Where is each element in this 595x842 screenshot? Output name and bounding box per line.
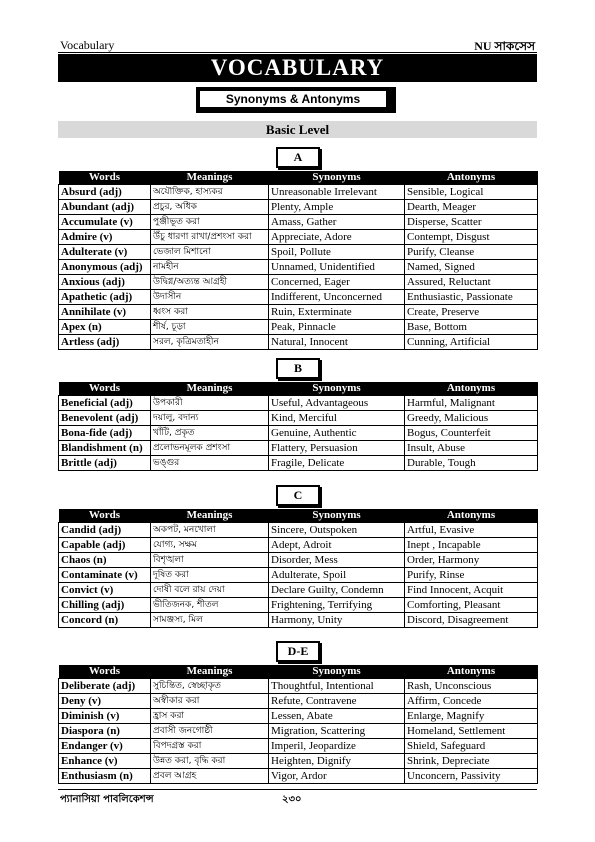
vocab-synonyms: Imperil, Jeopardize [269,739,405,754]
vocab-antonyms: Assured, Reluctant [405,275,538,290]
col-header-antonyms: Antonyms [405,665,538,679]
vocab-word: Brittle (adj) [59,456,151,471]
col-header-synonyms: Synonyms [269,665,405,679]
vocab-synonyms: Natural, Innocent [269,335,405,350]
table-row [59,568,538,583]
header-divider [58,52,537,53]
vocab-meaning: দয়ালু, বদান্য [151,411,269,426]
col-header-antonyms: Antonyms [405,171,538,185]
table-row [59,523,538,538]
col-header-meanings: Meanings [151,382,269,396]
vocab-antonyms: Purify, Cleanse [405,245,538,260]
vocab-meaning: নামহীন [151,260,269,275]
vocab-word: Artless (adj) [59,335,151,350]
level-heading: Basic Level [58,121,537,138]
vocab-synonyms: Flattery, Persuasion [269,441,405,456]
vocab-antonyms: Rash, Unconscious [405,679,538,694]
col-header-synonyms: Synonyms [269,171,405,185]
vocab-antonyms: Dearth, Meager [405,200,538,215]
vocab-word: Absurd (adj) [59,185,151,200]
table-row [59,185,538,200]
vocab-synonyms: Kind, Merciful [269,411,405,426]
table-row [59,320,538,335]
vocab-word: Apathetic (adj) [59,290,151,305]
section-de-table [58,665,538,784]
vocab-meaning: উদাসীন [151,290,269,305]
table-row [59,215,538,230]
table-row [59,739,538,754]
vocab-word: Apex (n) [59,320,151,335]
vocab-word: Enthusiasm (n) [59,769,151,784]
vocab-meaning: অযৌক্তিক, হাস্যকর [151,185,269,200]
col-header-words: Words [59,171,151,185]
vocab-antonyms: Find Innocent, Acquit [405,583,538,598]
vocab-word: Diaspora (n) [59,724,151,739]
table-row [59,754,538,769]
vocab-meaning: উদ্বিগ্ন/অত্যন্ত আগ্রহী [151,275,269,290]
vocab-synonyms: Peak, Pinnacle [269,320,405,335]
vocab-word: Endanger (v) [59,739,151,754]
vocab-word: Bona-fide (adj) [59,426,151,441]
vocab-antonyms: Named, Signed [405,260,538,275]
table-row [59,694,538,709]
footer-page-number: ২৩০ [282,794,302,805]
vocab-synonyms: Appreciate, Adore [269,230,405,245]
vocab-synonyms: Sincere, Outspoken [269,523,405,538]
vocab-meaning: বিশৃঙ্খলা [151,553,269,568]
vocab-meaning: দূষিত করা [151,568,269,583]
vocab-meaning: উন্নত করা, বৃদ্ধি করা [151,754,269,769]
vocab-antonyms: Inept , Incapable [405,538,538,553]
table-row [59,426,538,441]
vocab-word: Chaos (n) [59,553,151,568]
vocab-word: Beneficial (adj) [59,396,151,411]
table-row [59,613,538,628]
vocab-meaning: শীর্ষ, চূড়া [151,320,269,335]
table-row [59,679,538,694]
vocab-meaning: বিপদগ্রস্ত করা [151,739,269,754]
col-header-antonyms: Antonyms [405,382,538,396]
vocab-meaning: ভীতিজনক, শীতল [151,598,269,613]
vocab-synonyms: Amass, Gather [269,215,405,230]
table-row [59,769,538,784]
table-row [59,411,538,426]
vocab-synonyms: Ruin, Exterminate [269,305,405,320]
vocab-antonyms: Order, Harmony [405,553,538,568]
vocab-synonyms: Fragile, Delicate [269,456,405,471]
vocab-meaning: প্রবাসী জনগোষ্ঠী [151,724,269,739]
table-row [59,335,538,350]
vocab-antonyms: Homeland, Settlement [405,724,538,739]
vocab-word: Abundant (adj) [59,200,151,215]
vocab-meaning: ধ্বংস করা [151,305,269,320]
table-row [59,260,538,275]
vocab-word: Concord (n) [59,613,151,628]
vocab-meaning: ভঙ্গুর [151,456,269,471]
table-row [59,290,538,305]
col-header-antonyms: Antonyms [405,509,538,523]
table-row [59,305,538,320]
vocab-synonyms: Frightening, Terrifying [269,598,405,613]
table-row [59,245,538,260]
table-row [59,396,538,411]
vocab-synonyms: Migration, Scattering [269,724,405,739]
page-title: VOCABULARY [58,54,537,82]
vocab-word: Contaminate (v) [59,568,151,583]
table-row [59,538,538,553]
vocab-word: Capable (adj) [59,538,151,553]
vocab-word: Deny (v) [59,694,151,709]
table-row [59,598,538,613]
col-header-synonyms: Synonyms [269,382,405,396]
col-header-words: Words [59,509,151,523]
vocab-meaning: সুচিন্তিত, স্বেচ্ছাকৃত [151,679,269,694]
vocab-antonyms: Artful, Evasive [405,523,538,538]
vocab-meaning: অকপট, মনখোলা [151,523,269,538]
vocab-synonyms: Useful, Advantageous [269,396,405,411]
vocab-antonyms: Insult, Abuse [405,441,538,456]
vocab-synonyms: Genuine, Authentic [269,426,405,441]
col-header-synonyms: Synonyms [269,509,405,523]
vocab-synonyms: Disorder, Mess [269,553,405,568]
col-header-meanings: Meanings [151,171,269,185]
vocab-synonyms: Adulterate, Spoil [269,568,405,583]
vocab-antonyms: Durable, Tough [405,456,538,471]
vocab-antonyms: Discord, Disagreement [405,613,538,628]
section-b-table [58,382,538,471]
col-header-meanings: Meanings [151,509,269,523]
section-a-table [58,171,538,350]
vocab-synonyms: Plenty, Ample [269,200,405,215]
vocab-meaning: উপকারী [151,396,269,411]
vocab-antonyms: Shield, Safeguard [405,739,538,754]
vocab-antonyms: Enthusiastic, Passionate [405,290,538,305]
section-c-letter: C [276,485,320,506]
vocab-meaning: হ্রাস করা [151,709,269,724]
vocab-synonyms: Unreasonable Irrelevant [269,185,405,200]
vocab-antonyms: Bogus, Counterfeit [405,426,538,441]
vocab-antonyms: Contempt, Disgust [405,230,538,245]
vocab-meaning: প্রবল আগ্রহ [151,769,269,784]
vocab-synonyms: Vigor, Ardor [269,769,405,784]
vocab-synonyms: Declare Guilty, Condemn [269,583,405,598]
vocab-word: Blandishment (n) [59,441,151,456]
vocab-synonyms: Refute, Contravene [269,694,405,709]
table-row [59,709,538,724]
vocab-antonyms: Affirm, Concede [405,694,538,709]
vocab-antonyms: Disperse, Scatter [405,215,538,230]
vocab-synonyms: Unnamed, Unidentified [269,260,405,275]
vocab-synonyms: Harmony, Unity [269,613,405,628]
footer-publisher: প্যানাসিয়া পাবলিকেশন্স [60,794,154,805]
vocab-word: Adulterate (v) [59,245,151,260]
vocab-word: Chilling (adj) [59,598,151,613]
vocab-synonyms: Spoil, Pollute [269,245,405,260]
vocab-antonyms: Enlarge, Magnify [405,709,538,724]
vocab-meaning: সামঞ্জস্য, মিল [151,613,269,628]
vocab-antonyms: Unconcern, Passivity [405,769,538,784]
subtitle-box [196,87,396,113]
table-row [59,583,538,598]
table-row [59,200,538,215]
table-row [59,553,538,568]
vocab-synonyms: Adept, Adroit [269,538,405,553]
vocab-word: Anonymous (adj) [59,260,151,275]
section-de-letter: D-E [276,641,320,662]
vocab-synonyms: Concerned, Eager [269,275,405,290]
vocab-synonyms: Heighten, Dignify [269,754,405,769]
vocab-antonyms: Shrink, Depreciate [405,754,538,769]
vocab-meaning: প্রলোভনমূলক প্রশংসা [151,441,269,456]
vocab-antonyms: Greedy, Malicious [405,411,538,426]
vocab-meaning: অস্বীকার করা [151,694,269,709]
section-a-letter: A [276,147,320,168]
vocab-antonyms: Comforting, Pleasant [405,598,538,613]
table-row [59,230,538,245]
vocab-meaning: খাঁটি, প্রকৃত [151,426,269,441]
vocab-antonyms: Harmful, Malignant [405,396,538,411]
vocab-word: Anxious (adj) [59,275,151,290]
vocab-word: Benevolent (adj) [59,411,151,426]
col-header-words: Words [59,665,151,679]
vocab-word: Accumulate (v) [59,215,151,230]
vocab-synonyms: Indifferent, Unconcerned [269,290,405,305]
vocab-antonyms: Purify, Rinse [405,568,538,583]
vocab-meaning: উঁচু ধারণা রাখা/প্রশংসা করা [151,230,269,245]
table-row [59,724,538,739]
vocab-word: Admire (v) [59,230,151,245]
col-header-meanings: Meanings [151,665,269,679]
vocab-meaning: দোষী বলে রায় দেয়া [151,583,269,598]
header-right-text: NU সাকসেস [474,39,535,53]
vocab-meaning: সরল, কৃত্রিমতাহীন [151,335,269,350]
vocab-antonyms: Sensible, Logical [405,185,538,200]
vocab-synonyms: Lessen, Abate [269,709,405,724]
section-b-letter: B [276,358,320,379]
header-left-text: Vocabulary [60,38,115,52]
table-row [59,275,538,290]
subtitle-text: Synonyms & Antonyms [199,90,387,108]
vocab-meaning: ভেজাল মিশানো [151,245,269,260]
vocab-antonyms: Base, Bottom [405,320,538,335]
vocab-synonyms: Thoughtful, Intentional [269,679,405,694]
vocab-meaning: যোগ্য, সক্ষম [151,538,269,553]
vocab-word: Deliberate (adj) [59,679,151,694]
vocab-meaning: প্রচুর, অধিক [151,200,269,215]
col-header-words: Words [59,382,151,396]
footer-divider [58,789,537,790]
vocab-meaning: পুঞ্জীভূত করা [151,215,269,230]
vocab-word: Annihilate (v) [59,305,151,320]
vocab-word: Diminish (v) [59,709,151,724]
vocab-word: Convict (v) [59,583,151,598]
section-c-table [58,509,538,628]
vocab-antonyms: Cunning, Artificial [405,335,538,350]
vocab-word: Candid (adj) [59,523,151,538]
vocab-antonyms: Create, Preserve [405,305,538,320]
vocab-word: Enhance (v) [59,754,151,769]
table-row [59,441,538,456]
table-row [59,456,538,471]
